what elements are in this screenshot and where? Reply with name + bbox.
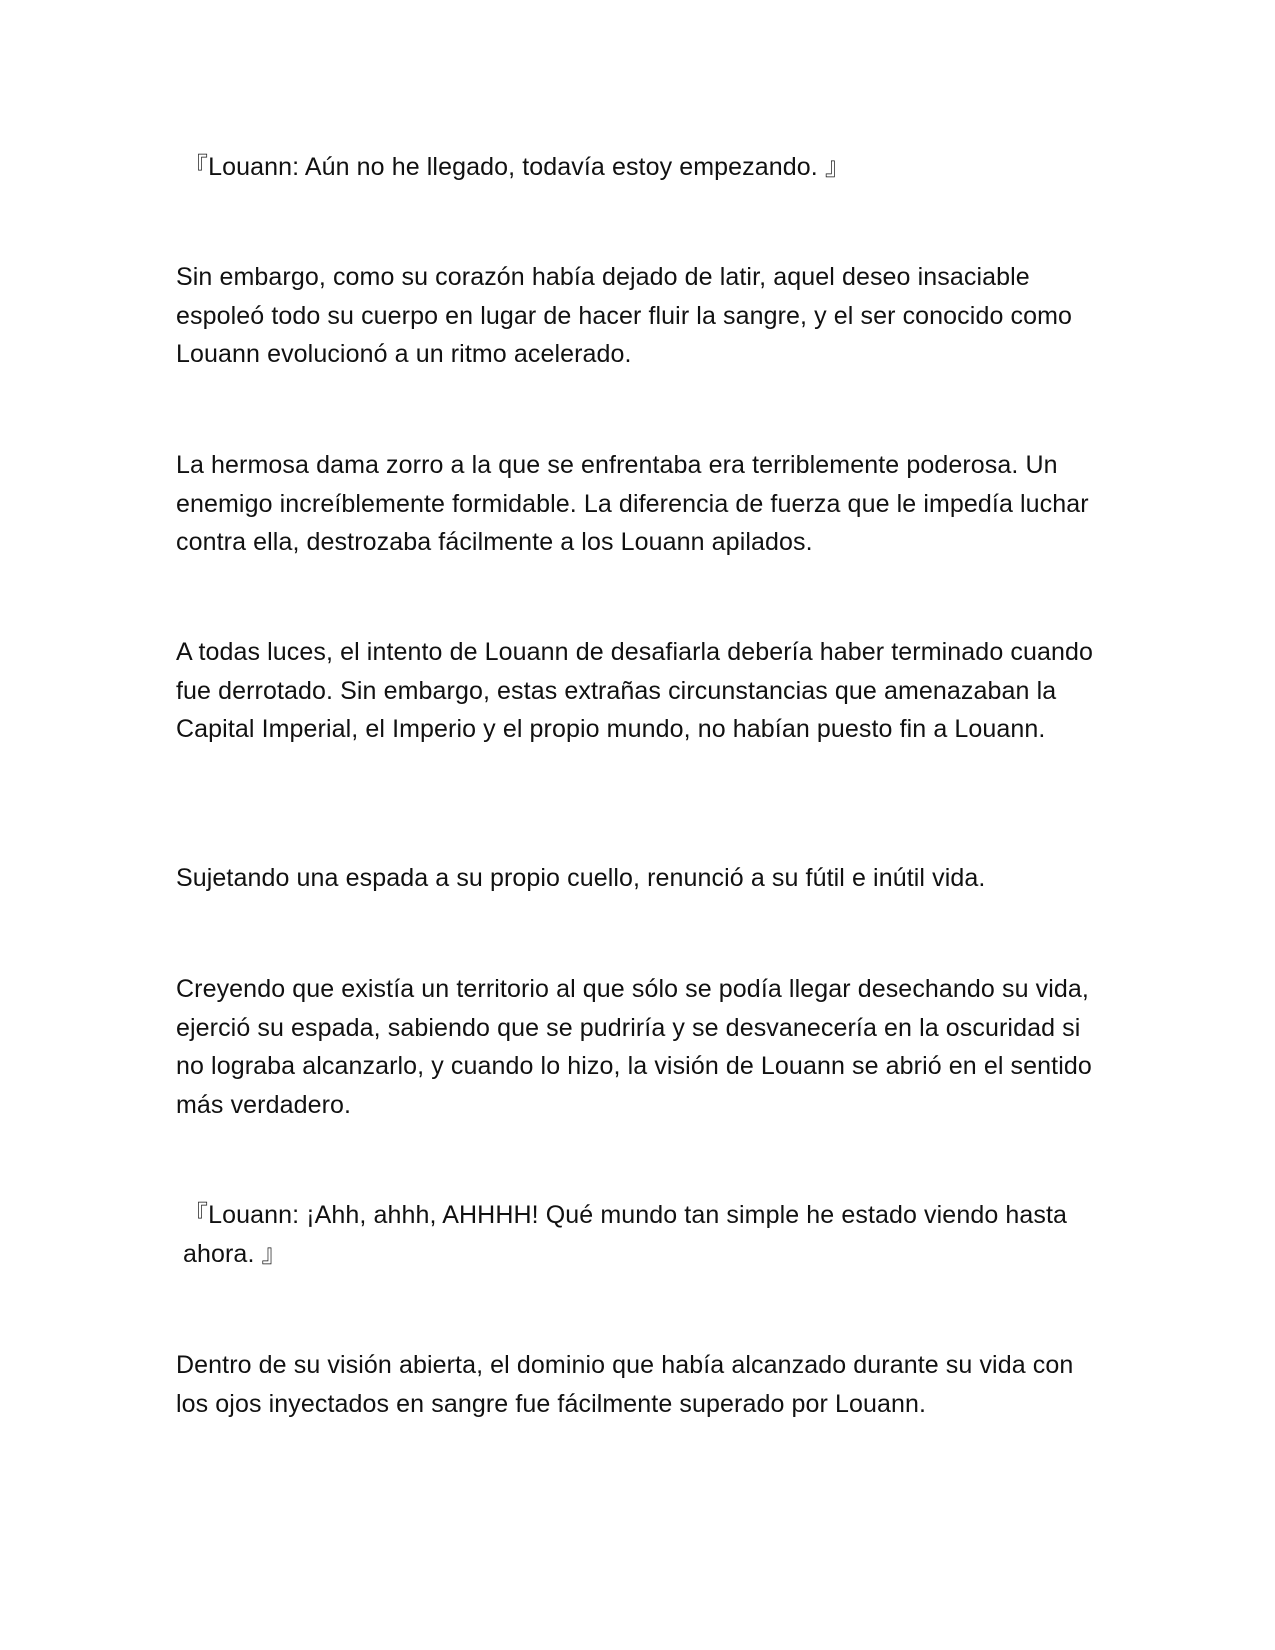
narrative-paragraph: La hermosa dama zorro a la que se enfrentaba era terriblemente poderosa. Un enemigo increíblemente formidable. La diferencia de fuerza que le impedía luchar contra ella, destrozaba fácilmente a los Louann apilados. (176, 451, 1096, 556)
narrative-paragraph: Creyendo que existía un territorio al que sólo se podía llegar desechando su vida, ejerció su espada, sabiendo que se pudriría y se desvanecería en la oscuridad si no lograba alcanzarlo, y cuando lo hizo, la visión de Louann se abrió en el sentido más verdadero. (176, 975, 1099, 1119)
narrative-paragraph: Sin embargo, como su corazón había dejado de latir, aquel deseo insaciable espoleó todo su cuerpo en lugar de hacer fluir la sangre, y el ser conocido como Louann evolucionó a un ritmo acelerado. (176, 263, 1080, 368)
narrative-paragraph: Dentro de su visión abierta, el dominio que había alcanzado durante su vida con los ojos inyectados en sangre fue fácilmente superado por Louann. (176, 1351, 1081, 1418)
narrative-paragraph: Sujetando una espada a su propio cuello, renunció a su fútil e inútil vida. (176, 864, 986, 892)
dialogue-paragraph: 『Louann: Aún no he llegado, todavía estoy empezando. 』 (183, 153, 850, 181)
dialogue-paragraph: 『Louann: ¡Ahh, ahhh, AHHHH! Qué mundo tan simple he estado viendo hasta ahora. 』 (183, 1201, 1075, 1268)
narrative-paragraph: A todas luces, el intento de Louann de desafiarla debería haber terminado cuando fue derrotado. Sin embargo, estas extrañas circunstancias que amenazaban la Capital Imperial, el Imperio y el propio mundo, no habían puesto fin a Louann. (176, 638, 1101, 743)
